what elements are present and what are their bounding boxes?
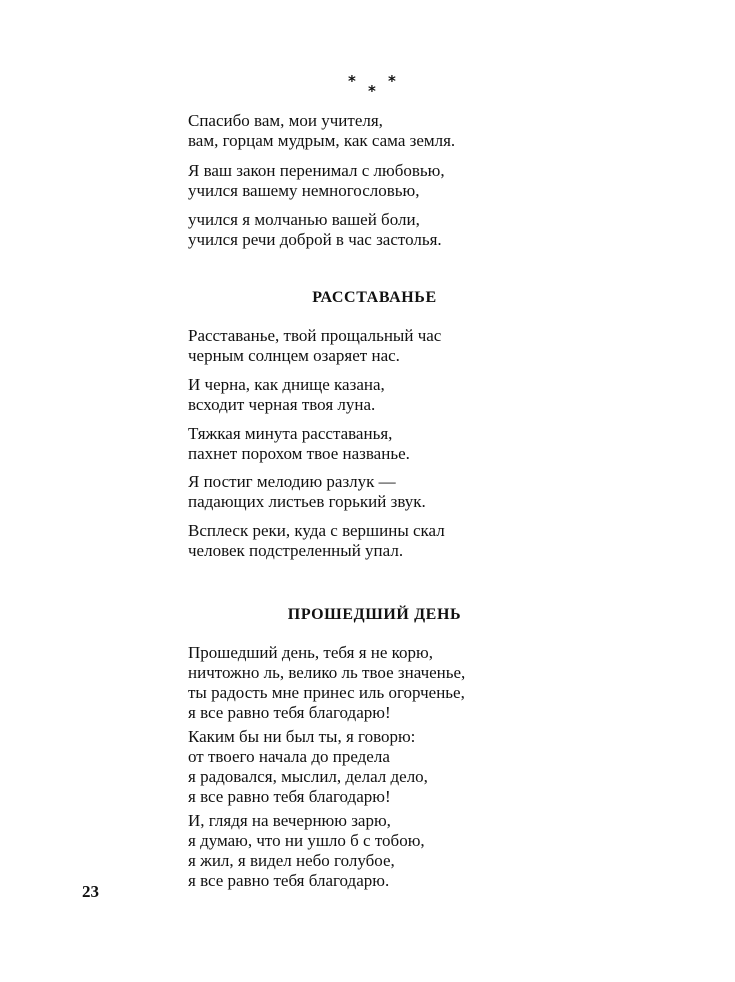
poem-line: Всплеск реки, куда с вершины скал — [188, 521, 445, 540]
poem-line: я думаю, что ни ушло б с тобою, — [188, 831, 425, 850]
poem-line: Спасибо вам, мои учителя, — [188, 111, 383, 130]
poem-line: черным солнцем озаряет нас. — [188, 346, 400, 365]
stanza — [188, 111, 608, 151]
asterisk: * — [348, 72, 356, 90]
poem-line: учился я молчанью вашей боли, — [188, 210, 420, 229]
poem-stanza — [188, 326, 608, 366]
poem-line: ничтожно ль, велико ль твое значенье, — [188, 663, 466, 682]
stanza-separator — [348, 70, 400, 98]
poem-stanza — [188, 643, 608, 723]
poem-line: И черна, как днище казана, — [188, 375, 385, 394]
poem-line: я жил, я видел небо голубое, — [188, 851, 395, 870]
poem-line: пахнет порохом твое названье. — [188, 444, 410, 463]
poem-line: учился речи доброй в час застолья. — [188, 230, 442, 249]
poem-line: я радовался, мыслил, делал дело, — [188, 767, 428, 786]
poem-line: Тяжкая минута расставанья, — [188, 424, 393, 443]
poem-line: вам, горцам мудрым, как сама земля. — [188, 131, 456, 150]
poem-line: я все равно тебя благодарю. — [188, 871, 390, 890]
poem-line: учился вашему немногословью, — [188, 181, 420, 200]
poem-line: Я ваш закон перенимал с любовью, — [188, 161, 445, 180]
page-number: 23 — [82, 882, 99, 901]
poem-stanza — [188, 424, 608, 464]
poem-line: человек подстреленный упал. — [188, 541, 404, 560]
poem-line: от твоего начала до предела — [188, 747, 390, 766]
poem-line: Я постиг мелодию разлук — — [188, 472, 396, 491]
poem-line: я все равно тебя благодарю! — [188, 703, 391, 722]
poem-line: Прошедший день, тебя я не корю, — [188, 643, 433, 662]
asterisk: * — [388, 72, 396, 90]
untitled-poem — [188, 111, 608, 151]
poem-line: всходит черная твоя луна. — [188, 395, 376, 414]
poem-stanza — [188, 727, 608, 807]
poem-stanza — [188, 521, 608, 561]
poem-line: Расставанье, твой прощальный час — [188, 326, 442, 345]
stanza — [188, 210, 608, 250]
poem-line: я все равно тебя благодарю! — [188, 787, 391, 806]
poem-line: Каким бы ни был ты, я говорю: — [188, 727, 416, 746]
poem-stanza — [188, 811, 608, 891]
poem-title-container — [188, 606, 561, 624]
poem-title: ПРОШЕДШИЙ ДЕНЬ — [287, 606, 462, 623]
poem-title: РАССТАВАНЬЕ — [312, 289, 437, 306]
untitled-poem-stanza-2 — [188, 161, 608, 201]
poem-line: падающих листьев горький звук. — [188, 492, 426, 511]
poem-line: И, глядя на вечернюю зарю, — [188, 811, 391, 830]
asterisk: * — [368, 82, 376, 100]
stanza — [188, 161, 608, 201]
poem-stanza — [188, 472, 608, 512]
poem-line: ты радость мне принес иль огорченье, — [188, 683, 465, 702]
untitled-poem-stanza-3 — [188, 210, 608, 250]
poem-title-container — [188, 289, 561, 307]
poem-stanza — [188, 375, 608, 415]
